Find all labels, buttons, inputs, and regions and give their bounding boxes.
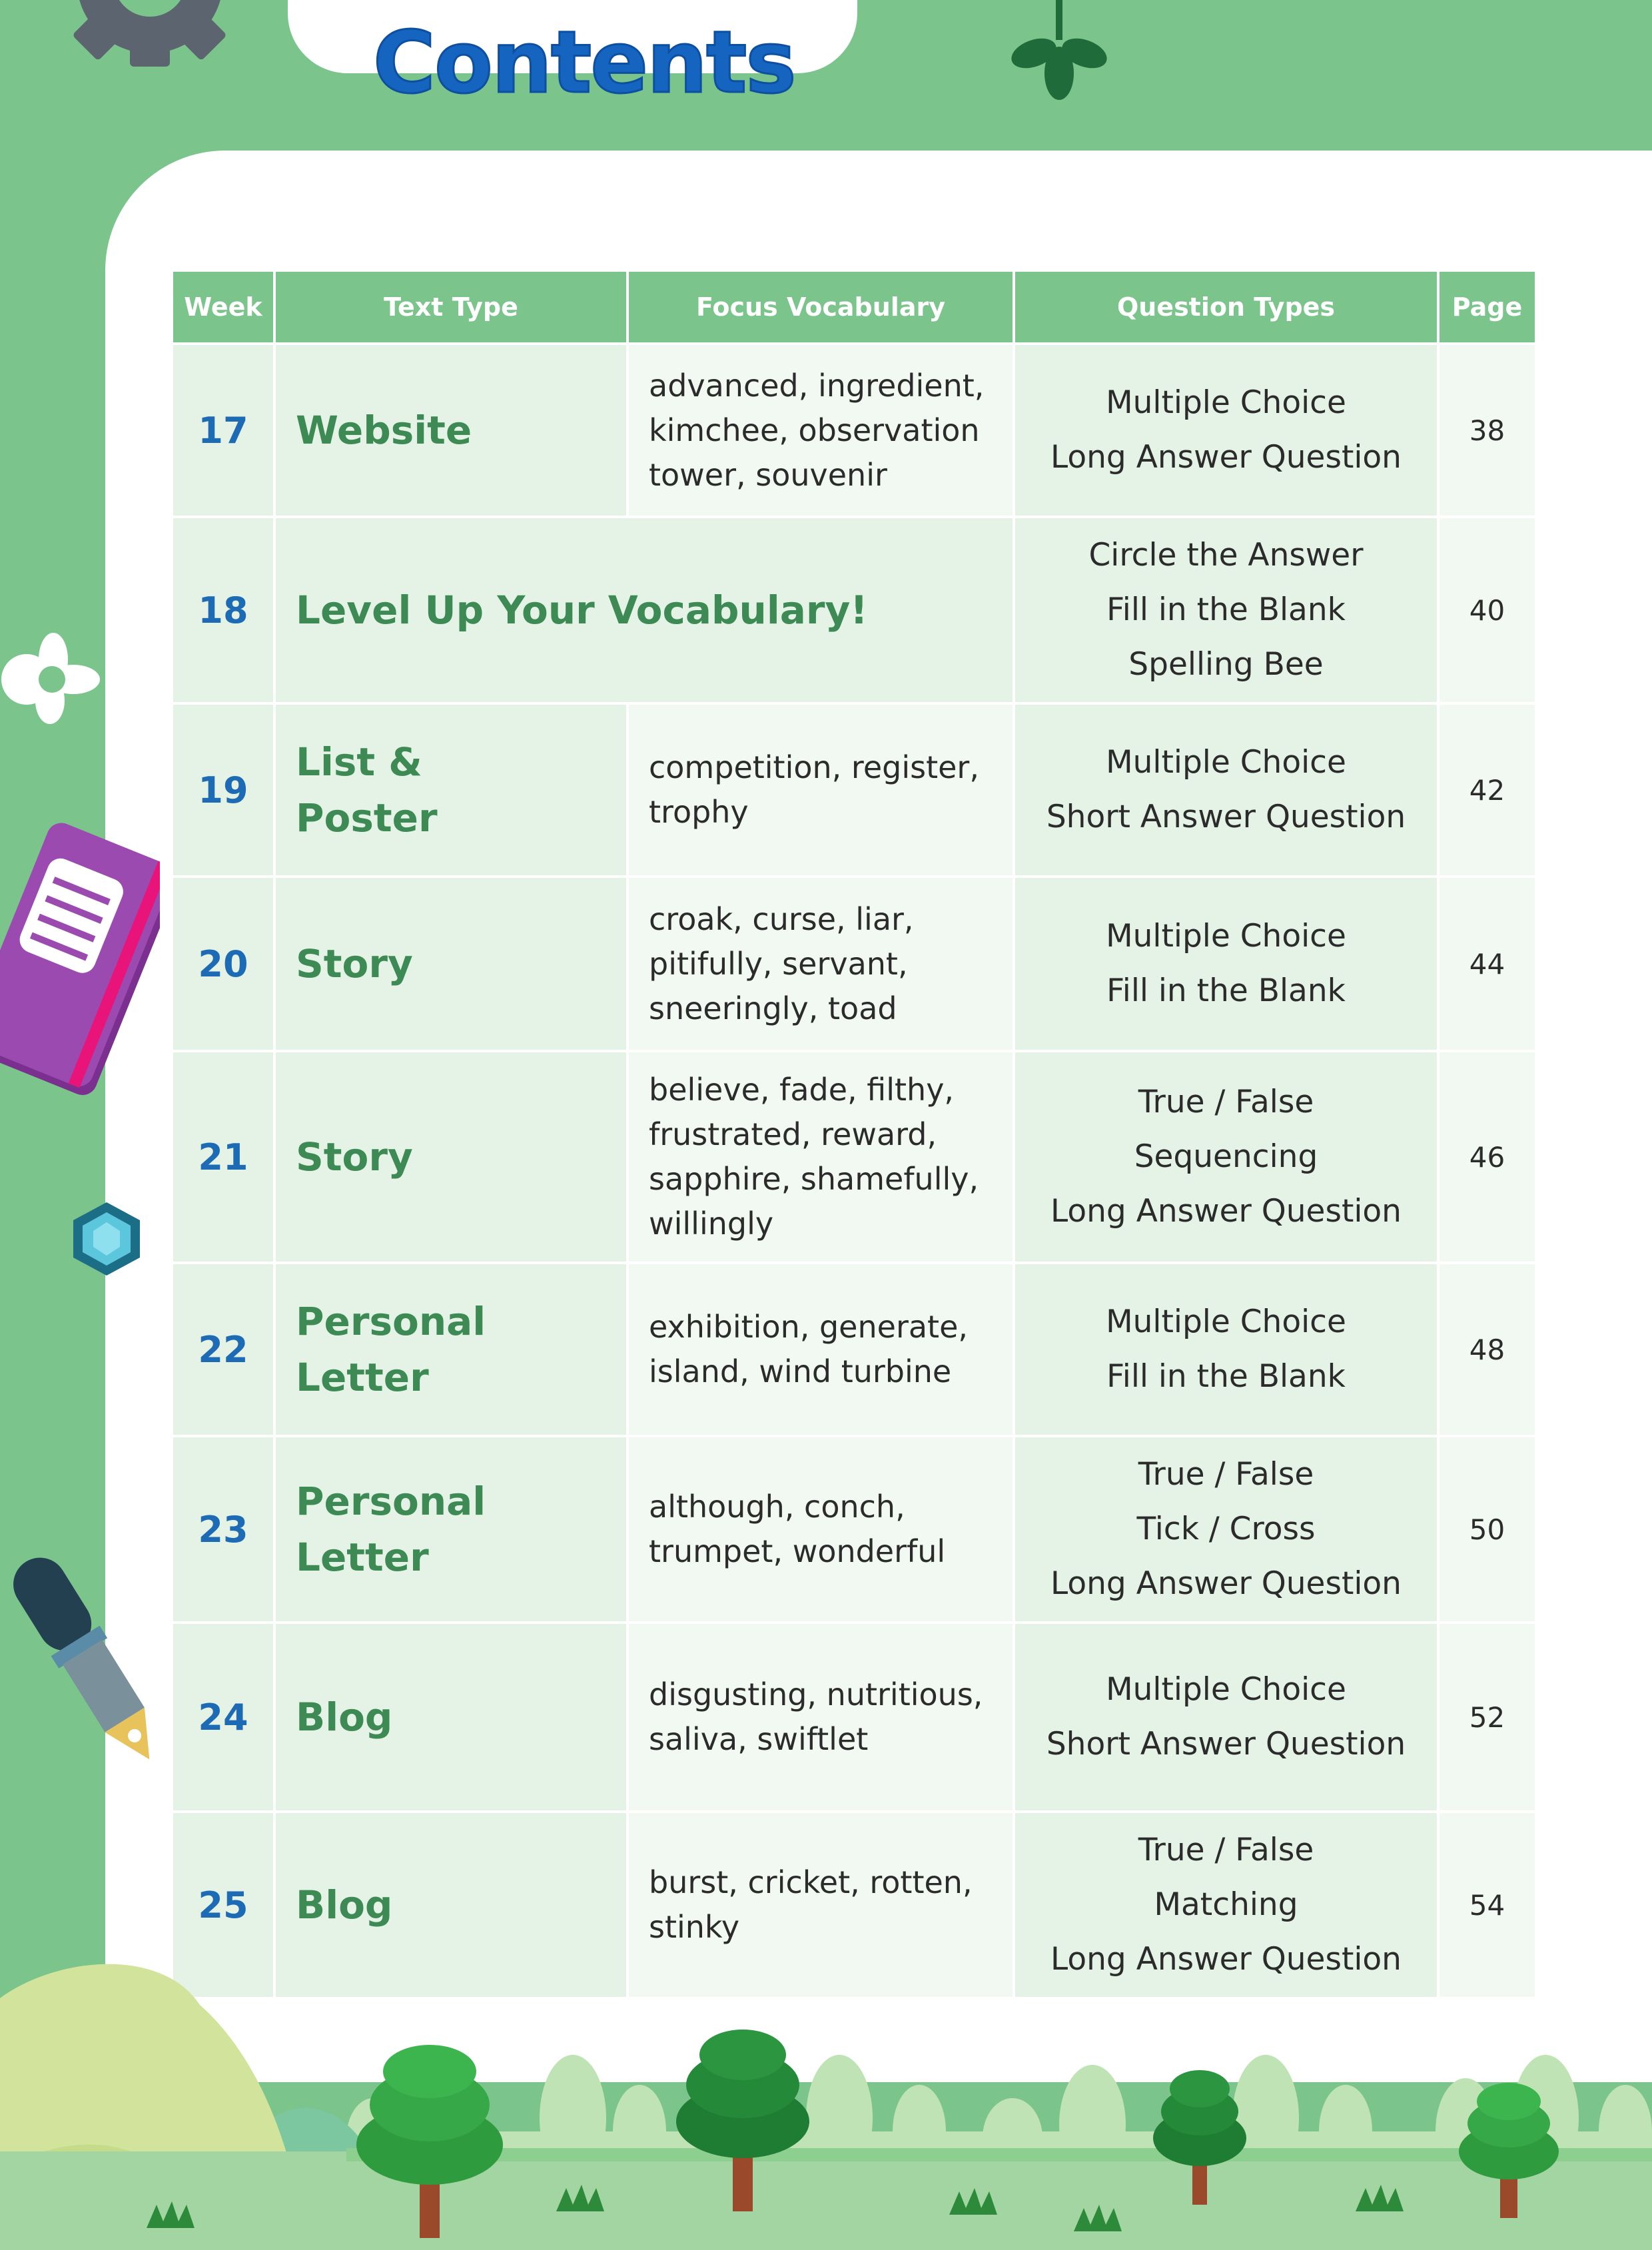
question-types: Multiple Choice Short Answer Question xyxy=(1014,703,1438,877)
table-row xyxy=(172,517,1536,703)
page-title: Contents xyxy=(373,13,795,113)
header-focus-vocabulary: Focus Vocabulary xyxy=(627,270,1014,344)
page-number: 38 xyxy=(1438,344,1536,517)
focus-vocabulary: believe, fade, filthy, frustrated, reward, sapphire, shamefully, willingly xyxy=(627,1051,1014,1263)
question-types: Multiple Choice Fill in the Blank xyxy=(1014,1263,1438,1436)
page-number: 54 xyxy=(1438,1812,1536,1998)
table-row xyxy=(172,1051,1536,1263)
week-number: 19 xyxy=(172,703,274,877)
text-type: Blog xyxy=(274,1812,627,1998)
question-types: True / False Sequencing Long Answer Question xyxy=(1014,1051,1438,1263)
question-types: Multiple Choice Short Answer Question xyxy=(1014,1623,1438,1812)
landscape-scene xyxy=(0,1918,1652,2250)
text-type: Story xyxy=(274,1051,627,1263)
header-page: Page xyxy=(1438,270,1536,344)
question-types: True / False Tick / Cross Long Answer Question xyxy=(1014,1436,1438,1623)
header-text-type: Text Type xyxy=(274,270,627,344)
text-type: Website xyxy=(274,344,627,517)
question-types: True / False Matching Long Answer Question xyxy=(1014,1812,1438,1998)
table-row xyxy=(172,1436,1536,1623)
header-week: Week xyxy=(172,270,274,344)
fountain-pen-icon xyxy=(0,1539,173,1792)
header-question-types: Question Types xyxy=(1014,270,1438,344)
text-type: Story xyxy=(274,877,627,1051)
text-type: Personal Letter xyxy=(274,1436,627,1623)
page-number: 40 xyxy=(1438,517,1536,703)
flower-icon xyxy=(0,626,100,726)
week-number: 23 xyxy=(172,1436,274,1623)
page-number: 50 xyxy=(1438,1436,1536,1623)
focus-vocabulary: disgusting, nutritious, saliva, swiftlet xyxy=(627,1623,1014,1812)
notebook-icon xyxy=(0,819,160,1112)
focus-vocabulary: burst, cricket, rotten, stinky xyxy=(627,1812,1014,1998)
text-type: Blog xyxy=(274,1623,627,1812)
focus-vocabulary: exhibition, generate, island, wind turbine xyxy=(627,1263,1014,1436)
gem-icon xyxy=(67,1199,147,1279)
focus-vocabulary: competition, register, trophy xyxy=(627,703,1014,877)
focus-vocabulary: croak, curse, liar, pitifully, servant, sneeringly, toad xyxy=(627,877,1014,1051)
table-header-row xyxy=(172,270,1536,344)
page-number: 52 xyxy=(1438,1623,1536,1812)
text-type: Personal Letter xyxy=(274,1263,627,1436)
question-types: Multiple Choice Long Answer Question xyxy=(1014,344,1438,517)
week-number: 18 xyxy=(172,517,274,703)
week-number: 20 xyxy=(172,877,274,1051)
page-number: 46 xyxy=(1438,1051,1536,1263)
contents-table xyxy=(171,269,1537,2000)
week-number: 25 xyxy=(172,1812,274,1998)
gear-icon xyxy=(47,0,253,113)
page-number: 42 xyxy=(1438,703,1536,877)
focus-vocabulary: although, conch, trumpet, wonderful xyxy=(627,1436,1014,1623)
focus-vocabulary: advanced, ingredient, kimchee, observation tower, souvenir xyxy=(627,344,1014,517)
table-row xyxy=(172,877,1536,1051)
question-types: Multiple Choice Fill in the Blank xyxy=(1014,877,1438,1051)
text-type: List & Poster xyxy=(274,703,627,877)
week-number: 22 xyxy=(172,1263,274,1436)
page-number: 48 xyxy=(1438,1263,1536,1436)
week-number: 24 xyxy=(172,1623,274,1812)
table-row xyxy=(172,703,1536,877)
text-type: Level Up Your Vocabulary! xyxy=(274,517,1014,703)
week-number: 21 xyxy=(172,1051,274,1263)
table-row xyxy=(172,344,1536,517)
page-number: 44 xyxy=(1438,877,1536,1051)
table-row xyxy=(172,1623,1536,1812)
leaf-sprig-icon xyxy=(1006,0,1112,107)
question-types: Circle the Answer Fill in the Blank Spelling Bee xyxy=(1014,517,1438,703)
table-row xyxy=(172,1263,1536,1436)
week-number: 17 xyxy=(172,344,274,517)
